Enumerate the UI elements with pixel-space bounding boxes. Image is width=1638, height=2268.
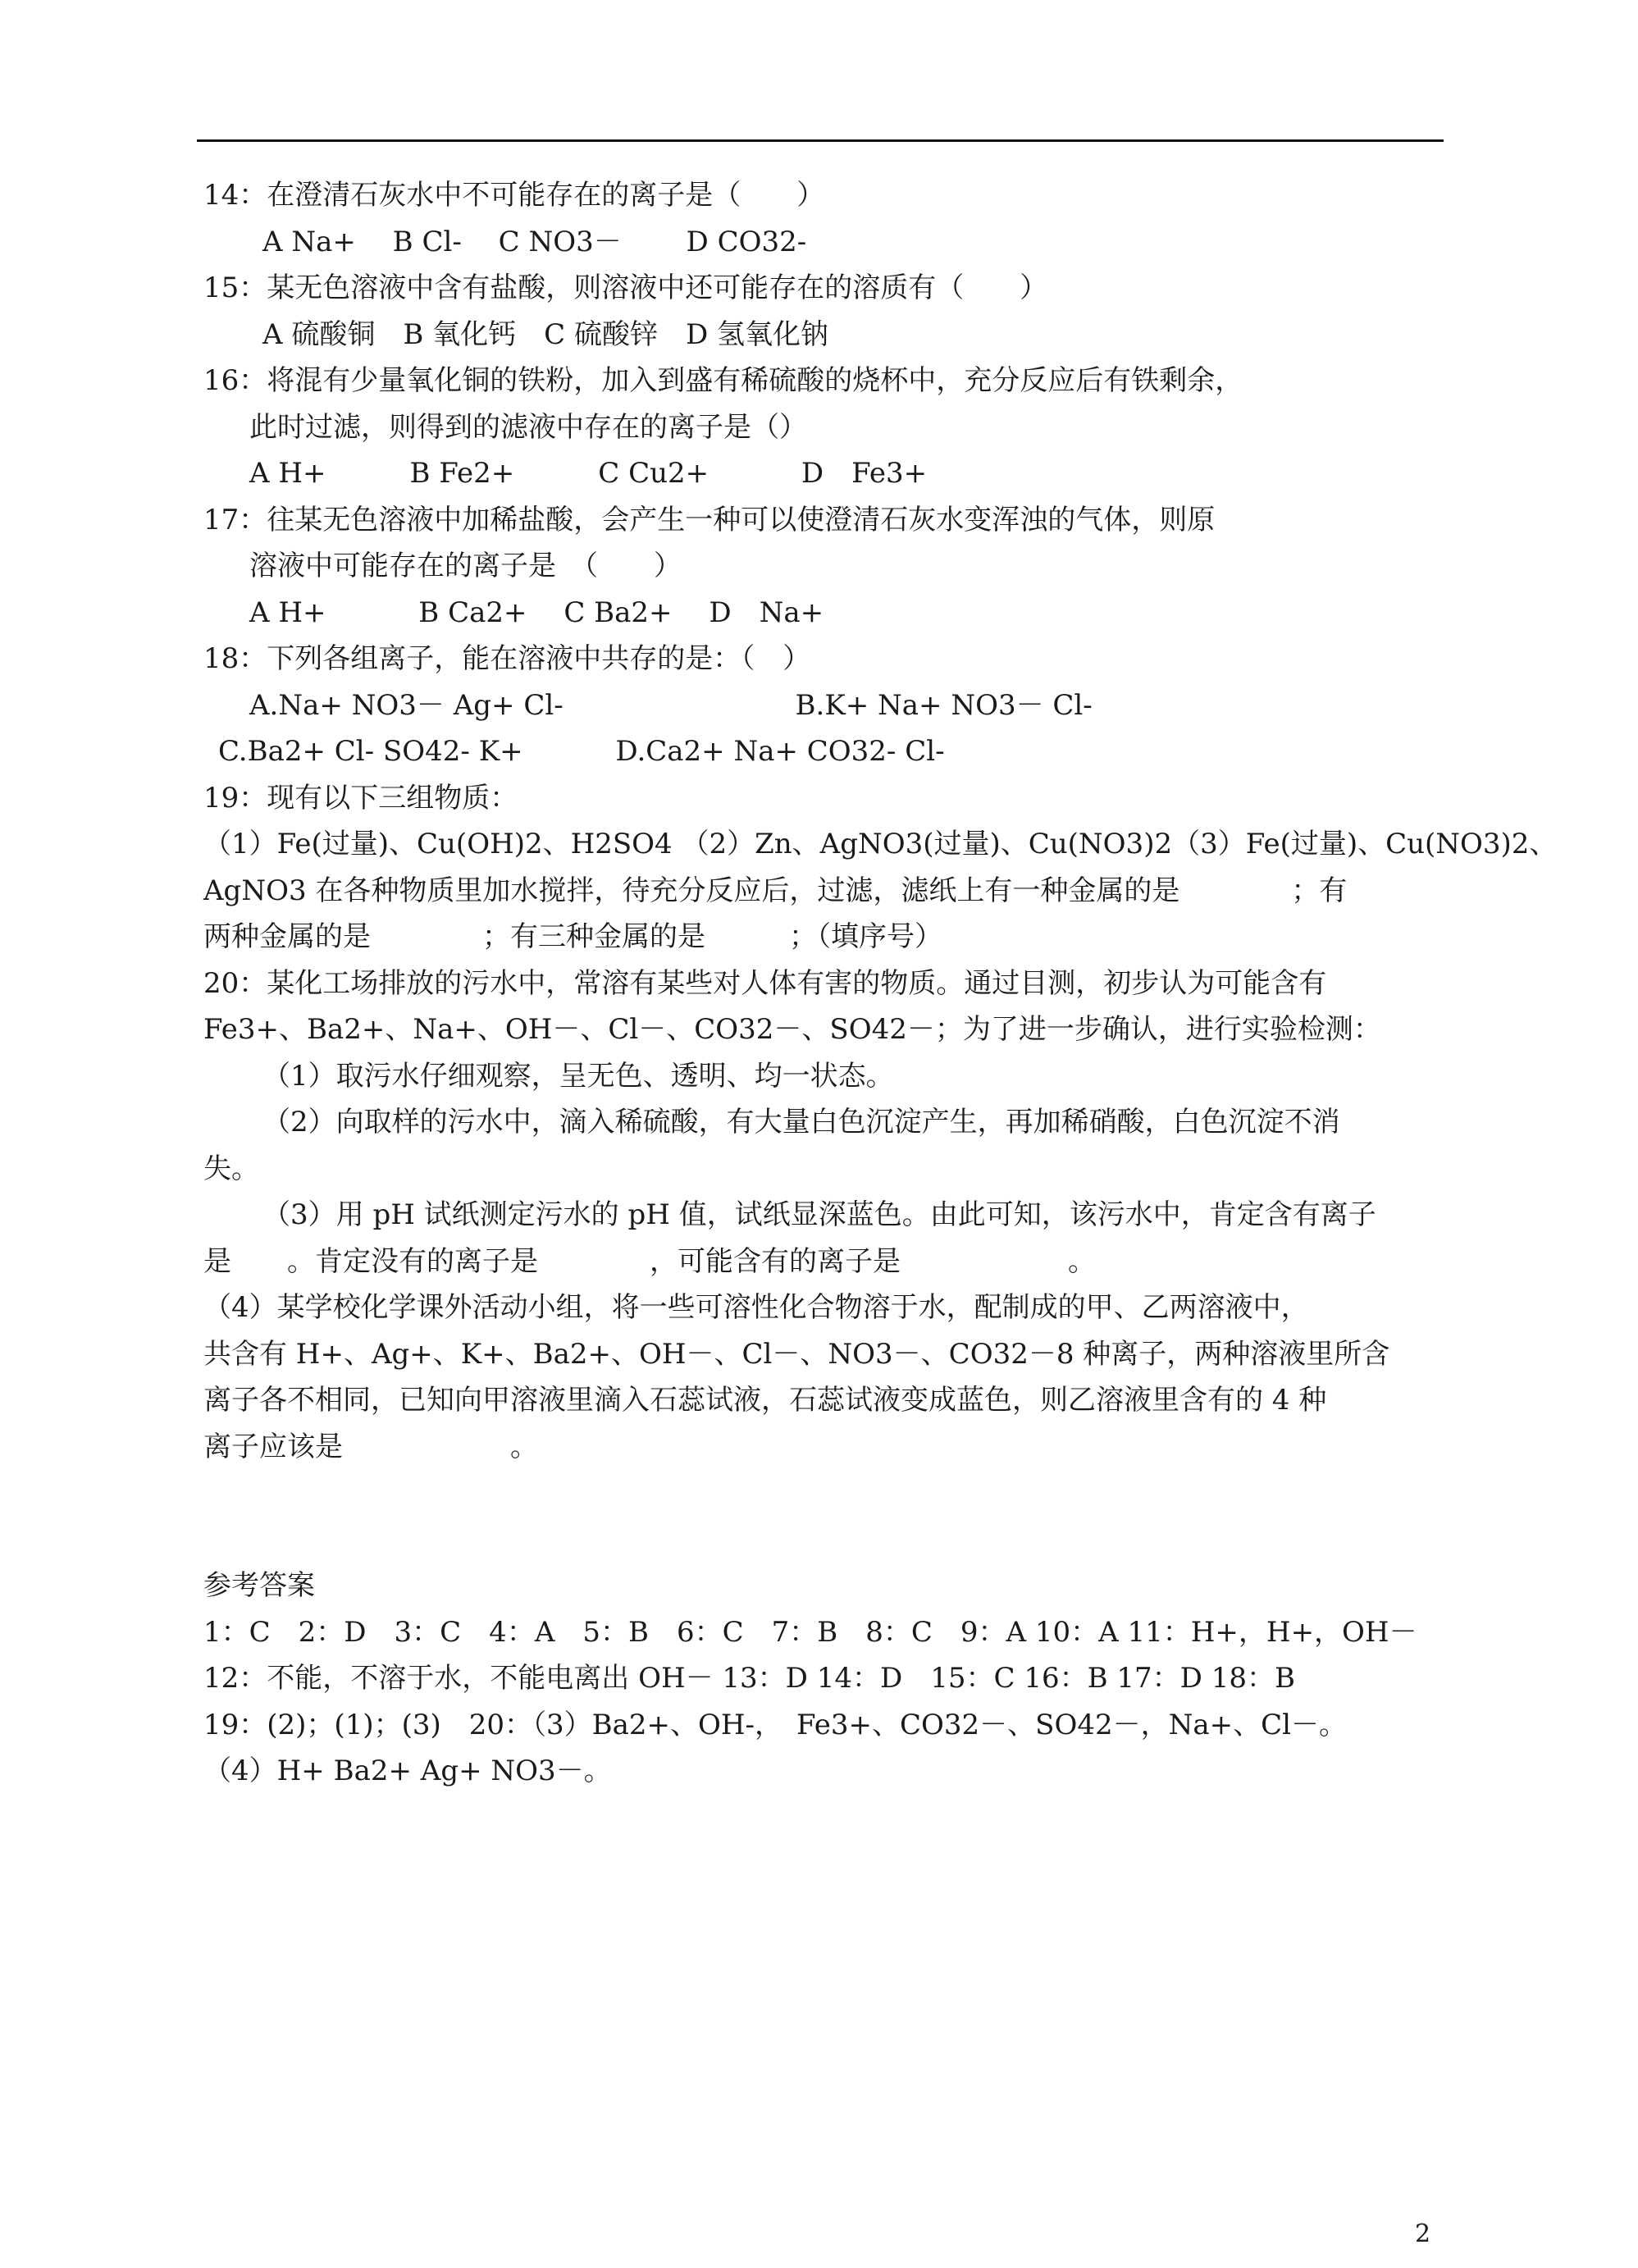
question-16: 16：将混有少量氧化铜的铁粉，加入到盛有稀硫酸的烧杯中，充分反应后有铁剩余， [203,364,1243,397]
question-16-options: A H+ B Fe2+ C Cu2+ D Fe3+ [249,457,928,490]
question-20-step-3: （3）用 pH 试纸测定污水的 pH 值，试纸显深蓝色。由此可知，该污水中，肯定含有离子 [262,1198,1376,1231]
answer-line-4: （4）H+ Ba2+ Ag+ NO3－。 [203,1755,612,1787]
question-20-step-4-cont2: 离子各不相同，已知向甲溶液里滴入石蕊试液，石蕊试液变成蓝色，则乙溶液里含有的 4 种 [203,1384,1327,1417]
section-gap [203,1470,1450,1563]
question-20-ions: Fe3+、Ba2+、Na+、OH－、Cl－、CO32－、SO42－；为了进一步确认，进行实验检测： [203,1013,1381,1046]
question-17-cont: 溶液中可能存在的离子是 （ ） [249,550,682,582]
question-16-cont: 此时过滤，则得到的滤液中存在的离子是（） [249,410,807,444]
question-18-options-cd: C.Ba2+ Cl- SO42- K+ D.Ca2+ Na+ CO32- Cl- [218,735,945,768]
answer-line-2: 12：不能，不溶于水，不能电离出 OH－ 13：D 14：D 15：C 16：B 17：D 18：B [203,1662,1295,1695]
question-20-step-1: （1）取污水仔细观察，呈无色、透明、均一状态。 [262,1059,894,1093]
question-17: 17：往某无色溶液中加稀盐酸，会产生一种可以使澄清石灰水变浑浊的气体，则原 [203,503,1216,536]
question-17-options: A H+ B Ca2+ C Ba2+ D Na+ [249,596,824,629]
question-20-step-4: （4）某学校化学课外活动小组，将一些可溶性化合物溶于水，配制成的甲、乙两溶液中， [203,1291,1309,1324]
document-body [203,172,1558,1795]
answer-key-title: 参考答案 [203,1569,315,1602]
question-18-options-ab: A.Na+ NO3－ Ag+ Cl- B.K+ Na+ NO3－ Cl- [249,688,1093,722]
question-19-text: AgNO3 在各种物质里加水搅拌，待充分反应后，过滤，滤纸上有一种金属的是 ；有 [203,874,1348,907]
question-14-options: A Na+ B Cl- C NO3－ D CO32- [262,225,807,258]
question-20: 20：某化工场排放的污水中，常溶有某些对人体有害的物质。通过目测，初步认为可能含有 [203,966,1327,1000]
question-19-text-cont: 两种金属的是 ；有三种金属的是 ；（填序号） [203,920,942,953]
question-18: 18：下列各组离子，能在溶液中共存的是：（ ） [203,642,811,675]
question-20-step-2: （2）向取样的污水中，滴入稀硫酸，有大量白色沉淀产生，再加稀硝酸，白色沉淀不消 [262,1106,1340,1139]
question-14: 14：在澄清石灰水中不可能存在的离子是（ ） [203,179,825,212]
question-20-step-3-cont: 是 。肯定没有的离子是 ，可能含有的离子是 。 [203,1244,1096,1278]
answer-line-3: 19：(2)；(1)；(3) 20：（3）Ba2+、OH-， Fe3+、CO32－、SO42－，Na+、Cl－。 [203,1708,1347,1741]
answer-line-1: 1：C 2：D 3：C 4：A 5：B 6：C 7：B 8：C 9：A 10：A 11：H+，H+，OH－ [203,1615,1417,1649]
question-19-groups: （1）Fe(过量)、Cu(OH)2、H2SO4 （2）Zn、AgNO3(过量)、Cu(NO3)2（3）Fe(过量)、Cu(NO3)2、 [203,828,1558,860]
question-15: 15：某无色溶液中含有盐酸，则溶液中还可能存在的溶质有（ ） [203,272,1048,304]
header-rule [197,139,1444,142]
question-15-options: A 硫酸铜 B 氧化钙 C 硫酸锌 D 氢氧化钠 [262,317,829,351]
page-number: 2 [1415,2220,1431,2248]
question-20-step-4-cont1: 共含有 H+、Ag+、K+、Ba2+、OH－、Cl－、NO3－、CO32－8 种离子，两种溶液里所含 [203,1337,1390,1371]
question-19: 19：现有以下三组物质： [203,781,518,815]
answer-key [203,1563,1450,1795]
question-20-step-4-cont3: 离子应该是 。 [203,1430,538,1463]
question-20-step-2-cont: 失。 [203,1152,259,1185]
